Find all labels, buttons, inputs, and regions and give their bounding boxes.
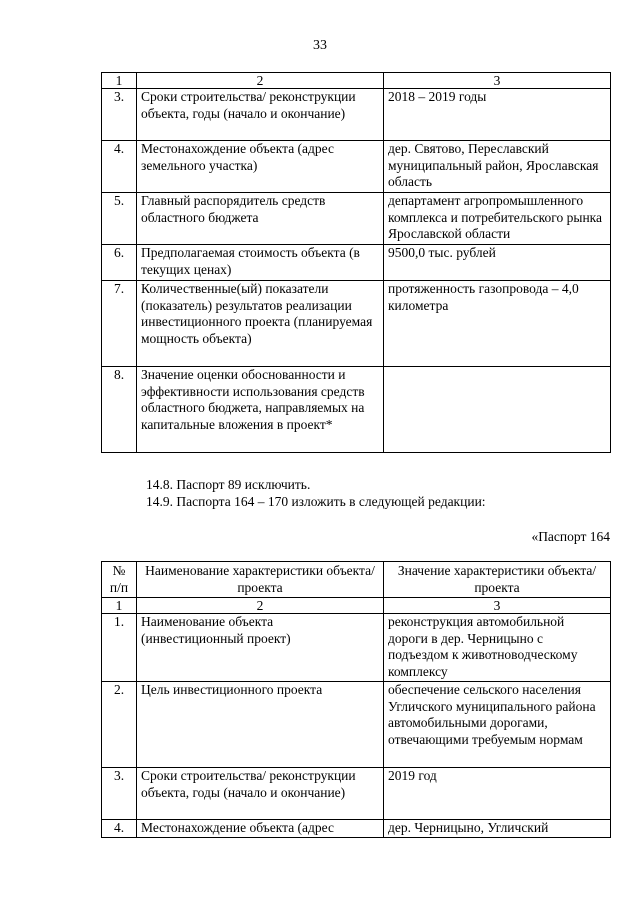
characteristic-name: Количественные(ый) показатели (показатель) результатов реализации инвестиционного проекта (планируемая мощность объекта) [137,281,384,367]
passport-title: «Паспорт 164 [531,529,610,544]
table-row [102,141,611,193]
characteristic-name: Сроки строительства/ реконструкции объекта, годы (начало и окончание) [137,768,384,820]
characteristic-name: Наименование объекта (инвестиционный проект) [137,614,384,682]
row-number: 4. [102,820,137,838]
characteristic-value: обеспечение сельского населения Угличского муниципального района автомобильными дорогами, отвечающими требуемым нормам [384,682,611,768]
characteristic-value: 9500,0 тыс. рублей [384,245,611,281]
table-row [102,682,611,768]
header-number: № п/п [102,562,137,598]
characteristic-name: Сроки строительства/ реконструкции объекта, годы (начало и окончание) [137,89,384,141]
header-name: Наименование характеристики объекта/проекта [137,562,384,598]
characteristic-name: Местонахождение объекта (адрес [137,820,384,838]
table-header-row [102,562,611,598]
column-number: 1 [102,598,137,614]
characteristic-value: департамент агропромышленного комплекса и потребительского рынка Ярославской области [384,193,611,245]
column-numbers-row [102,598,611,614]
row-number: 6. [102,245,137,281]
table-row [102,768,611,820]
table-row [102,245,611,281]
row-number: 3. [102,89,137,141]
characteristic-name: Значение оценки обоснованности и эффективности использования средств областного бюджета, направляемых на капитальные вложения в проект* [137,367,384,453]
header-value: Значение характеристики объекта/проекта [384,562,611,598]
characteristic-name: Местонахождение объекта (адрес земельного участка) [137,141,384,193]
characteristic-value: реконструкция автомобильной дороги в дер. Черницыно с подъездом к животноводческому комплексу [384,614,611,682]
table-row [102,281,611,367]
characteristic-value: дер. Черницыно, Угличский [384,820,611,838]
column-number: 3 [384,73,611,89]
page-number: 33 [313,38,327,53]
paragraph-new-edition: 14.9. Паспорта 164 – 170 изложить в следующей редакции: [146,494,486,509]
row-number: 1. [102,614,137,682]
row-number: 4. [102,141,137,193]
row-number: 8. [102,367,137,453]
row-number: 3. [102,768,137,820]
column-numbers-row [102,73,611,89]
characteristic-name: Предполагаемая стоимость объекта (в текущих ценах) [137,245,384,281]
table-row [102,820,611,838]
characteristic-value: 2018 – 2019 годы [384,89,611,141]
column-number: 2 [137,73,384,89]
characteristic-value [384,367,611,453]
table-row [102,367,611,453]
passport-164-table [101,561,611,838]
column-number: 2 [137,598,384,614]
characteristic-name: Главный распорядитель средств областного бюджета [137,193,384,245]
characteristic-name: Цель инвестиционного проекта [137,682,384,768]
row-number: 7. [102,281,137,367]
row-number: 5. [102,193,137,245]
table-row [102,89,611,141]
characteristic-value: 2019 год [384,768,611,820]
column-number: 3 [384,598,611,614]
passport-table-continued [101,72,611,453]
table-row [102,614,611,682]
table-row [102,193,611,245]
characteristic-value: дер. Святово, Переславский муниципальный район, Ярославская область [384,141,611,193]
column-number: 1 [102,73,137,89]
row-number: 2. [102,682,137,768]
characteristic-value: протяженность газопровода – 4,0 километра [384,281,611,367]
paragraph-exclude-passport: 14.8. Паспорт 89 исключить. [146,477,311,492]
